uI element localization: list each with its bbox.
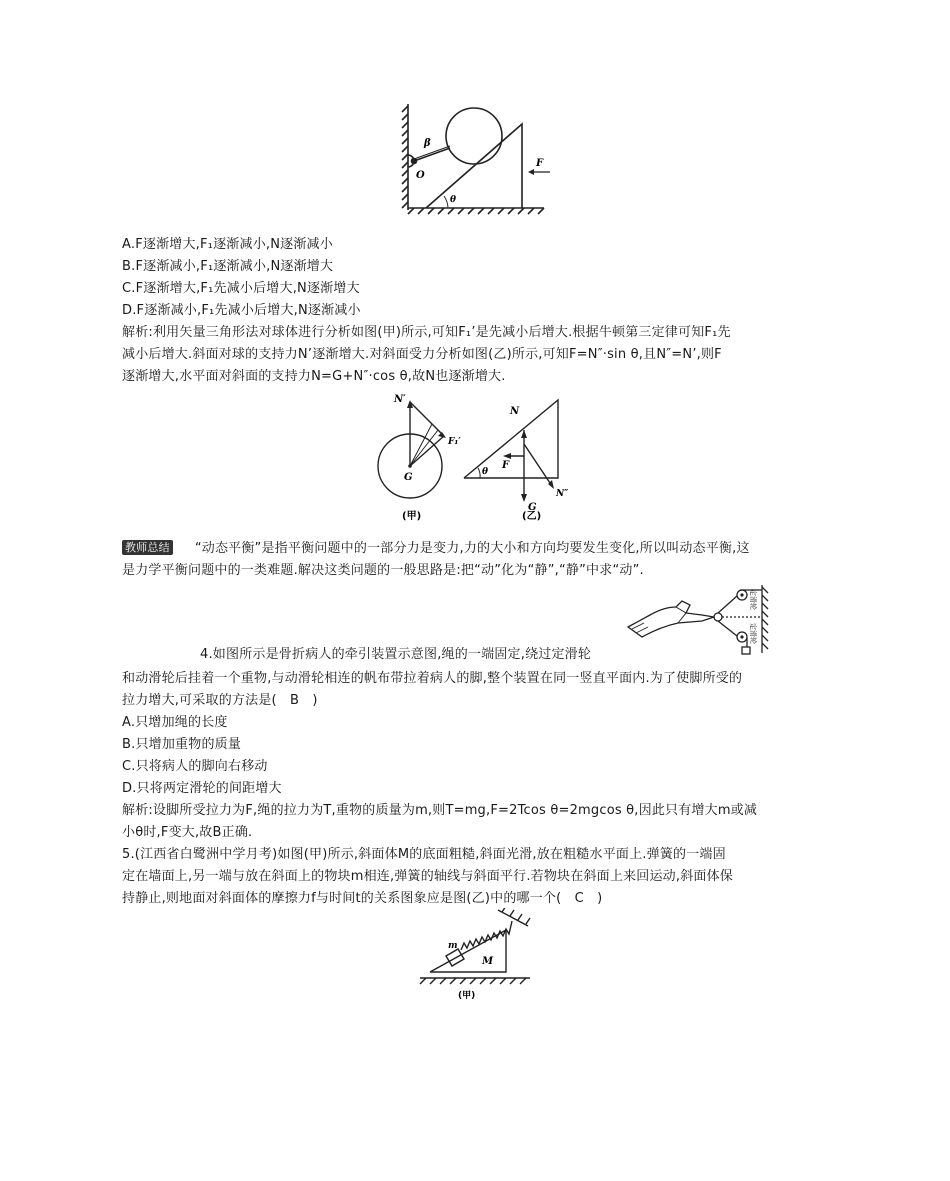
q4-stem-line1: 4.如图所示是骨折病人的牵引装置示意图,绳的一端固定,绕过定滑轮 [200, 647, 592, 662]
top-pulley-label: 定滑轮 [749, 589, 757, 610]
g-label-jia: G [404, 472, 413, 483]
q4-option-c: C.只将病人的脚向右移动 [122, 759, 268, 774]
q3-analysis-line2: 减小后增大.斜面对球的支持力N’逐渐增大.对斜面受力分析如图(乙)所示,可知F=N″·sin θ,且N″=N’,则F [122, 347, 722, 362]
figure-force-diagrams [372, 392, 582, 526]
q4-analysis-line1: 解析:设脚所受拉力为F,绳的拉力为T,重物的质量为m,则T=mg,F=2Tcos θ=2mgcos θ,因此只有增大m或减 [122, 803, 758, 818]
q4-option-a: A.只增加绳的长度 [122, 715, 228, 730]
q4-analysis-line2: 小θ时,F变大,故B正确. [122, 825, 253, 840]
figure-ball-wedge [400, 100, 550, 216]
caption-jia: (甲) [402, 511, 422, 522]
q5-stem-line2: 定在墙面上,另一端与放在斜面上的物块m相连,弹簧的轴线与斜面平行.若物块在斜面上来回运动,斜面体保 [122, 869, 733, 884]
q3-option-c: C.F逐渐增大,F₁先减小后增大,N逐渐增大 [122, 281, 360, 296]
theta-label: θ [450, 195, 457, 205]
q4-stem-line2: 和动滑轮后挂着一个重物,与动滑轮相连的帆布带拉着病人的脚,整个装置在同一竖直平面内.为了使脚所受的 [122, 671, 743, 686]
teacher-summary-line1 [122, 540, 750, 557]
teacher-summary-line2: 是力学平衡问题中的一类难题.解决这类问题的一般思路是:把“动”化为“静”,“静”中求“动”. [122, 563, 644, 578]
n-label: N [510, 406, 520, 417]
caption-jia-fig4: (甲) [458, 991, 476, 1001]
figure-spring-incline [416, 908, 536, 1002]
summary-text-line1: “动态平衡”是指平衡问题中的一部分力是变力,力的大小和方向均要发生变化,所以叫动态平衡,这 [194, 541, 750, 556]
teacher-summary-tag: 教师总结 [122, 540, 173, 555]
caption-yi: (乙) [522, 511, 542, 522]
q4-option-d: D.只将两定滑轮的间距增大 [122, 781, 282, 796]
g-label-yi: G [528, 502, 537, 513]
bottom-pulley-label: 定滑轮 [749, 623, 757, 644]
theta-label-yi: θ [482, 467, 489, 477]
f1-prime-label: F₁′ [448, 437, 461, 447]
incline-m-label: M [482, 956, 494, 967]
q4-option-b: B.只增加重物的质量 [122, 737, 242, 752]
q3-option-a: A.F逐渐增大,F₁逐渐减小,N逐渐减小 [122, 237, 333, 252]
q3-analysis-line3: 逐渐增大,水平面对斜面的支持力N=G+N″·cos θ,故N也逐渐增大. [122, 369, 506, 384]
hinge-o-label: O [416, 170, 425, 181]
force-f-label: F [536, 158, 544, 169]
beta-label: β [424, 138, 431, 149]
n-prime-label: N′ [394, 394, 406, 405]
block-m-label: m [448, 941, 458, 951]
q4-stem-line3: 拉力增大,可采取的方法是( B ) [122, 693, 318, 708]
q3-analysis-line1: 解析:利用矢量三角形法对球体进行分析如图(甲)所示,可知F₁’是先减小后增大.根据牛顿第三定律可知F₁先 [122, 325, 731, 340]
q3-option-b: B.F逐渐减小,F₁逐渐减小,N逐渐增大 [122, 259, 334, 274]
q5-stem-line3: 持静止,则地面对斜面体的摩擦力f与时间t的关系图象应是图(乙)中的哪一个( C ) [122, 891, 603, 906]
figure-traction-device [620, 583, 770, 659]
q3-option-d: D.F逐渐减小,F₁先减小后增大,N逐渐减小 [122, 303, 361, 318]
n-double-prime-label: N″ [556, 489, 569, 499]
f-label-yi: F [502, 460, 510, 471]
q5-stem-line1: 5.(江西省白鹭洲中学月考)如图(甲)所示,斜面体M的底面粗糙,斜面光滑,放在粗糙水平面上.弹簧的一端固 [122, 847, 726, 862]
